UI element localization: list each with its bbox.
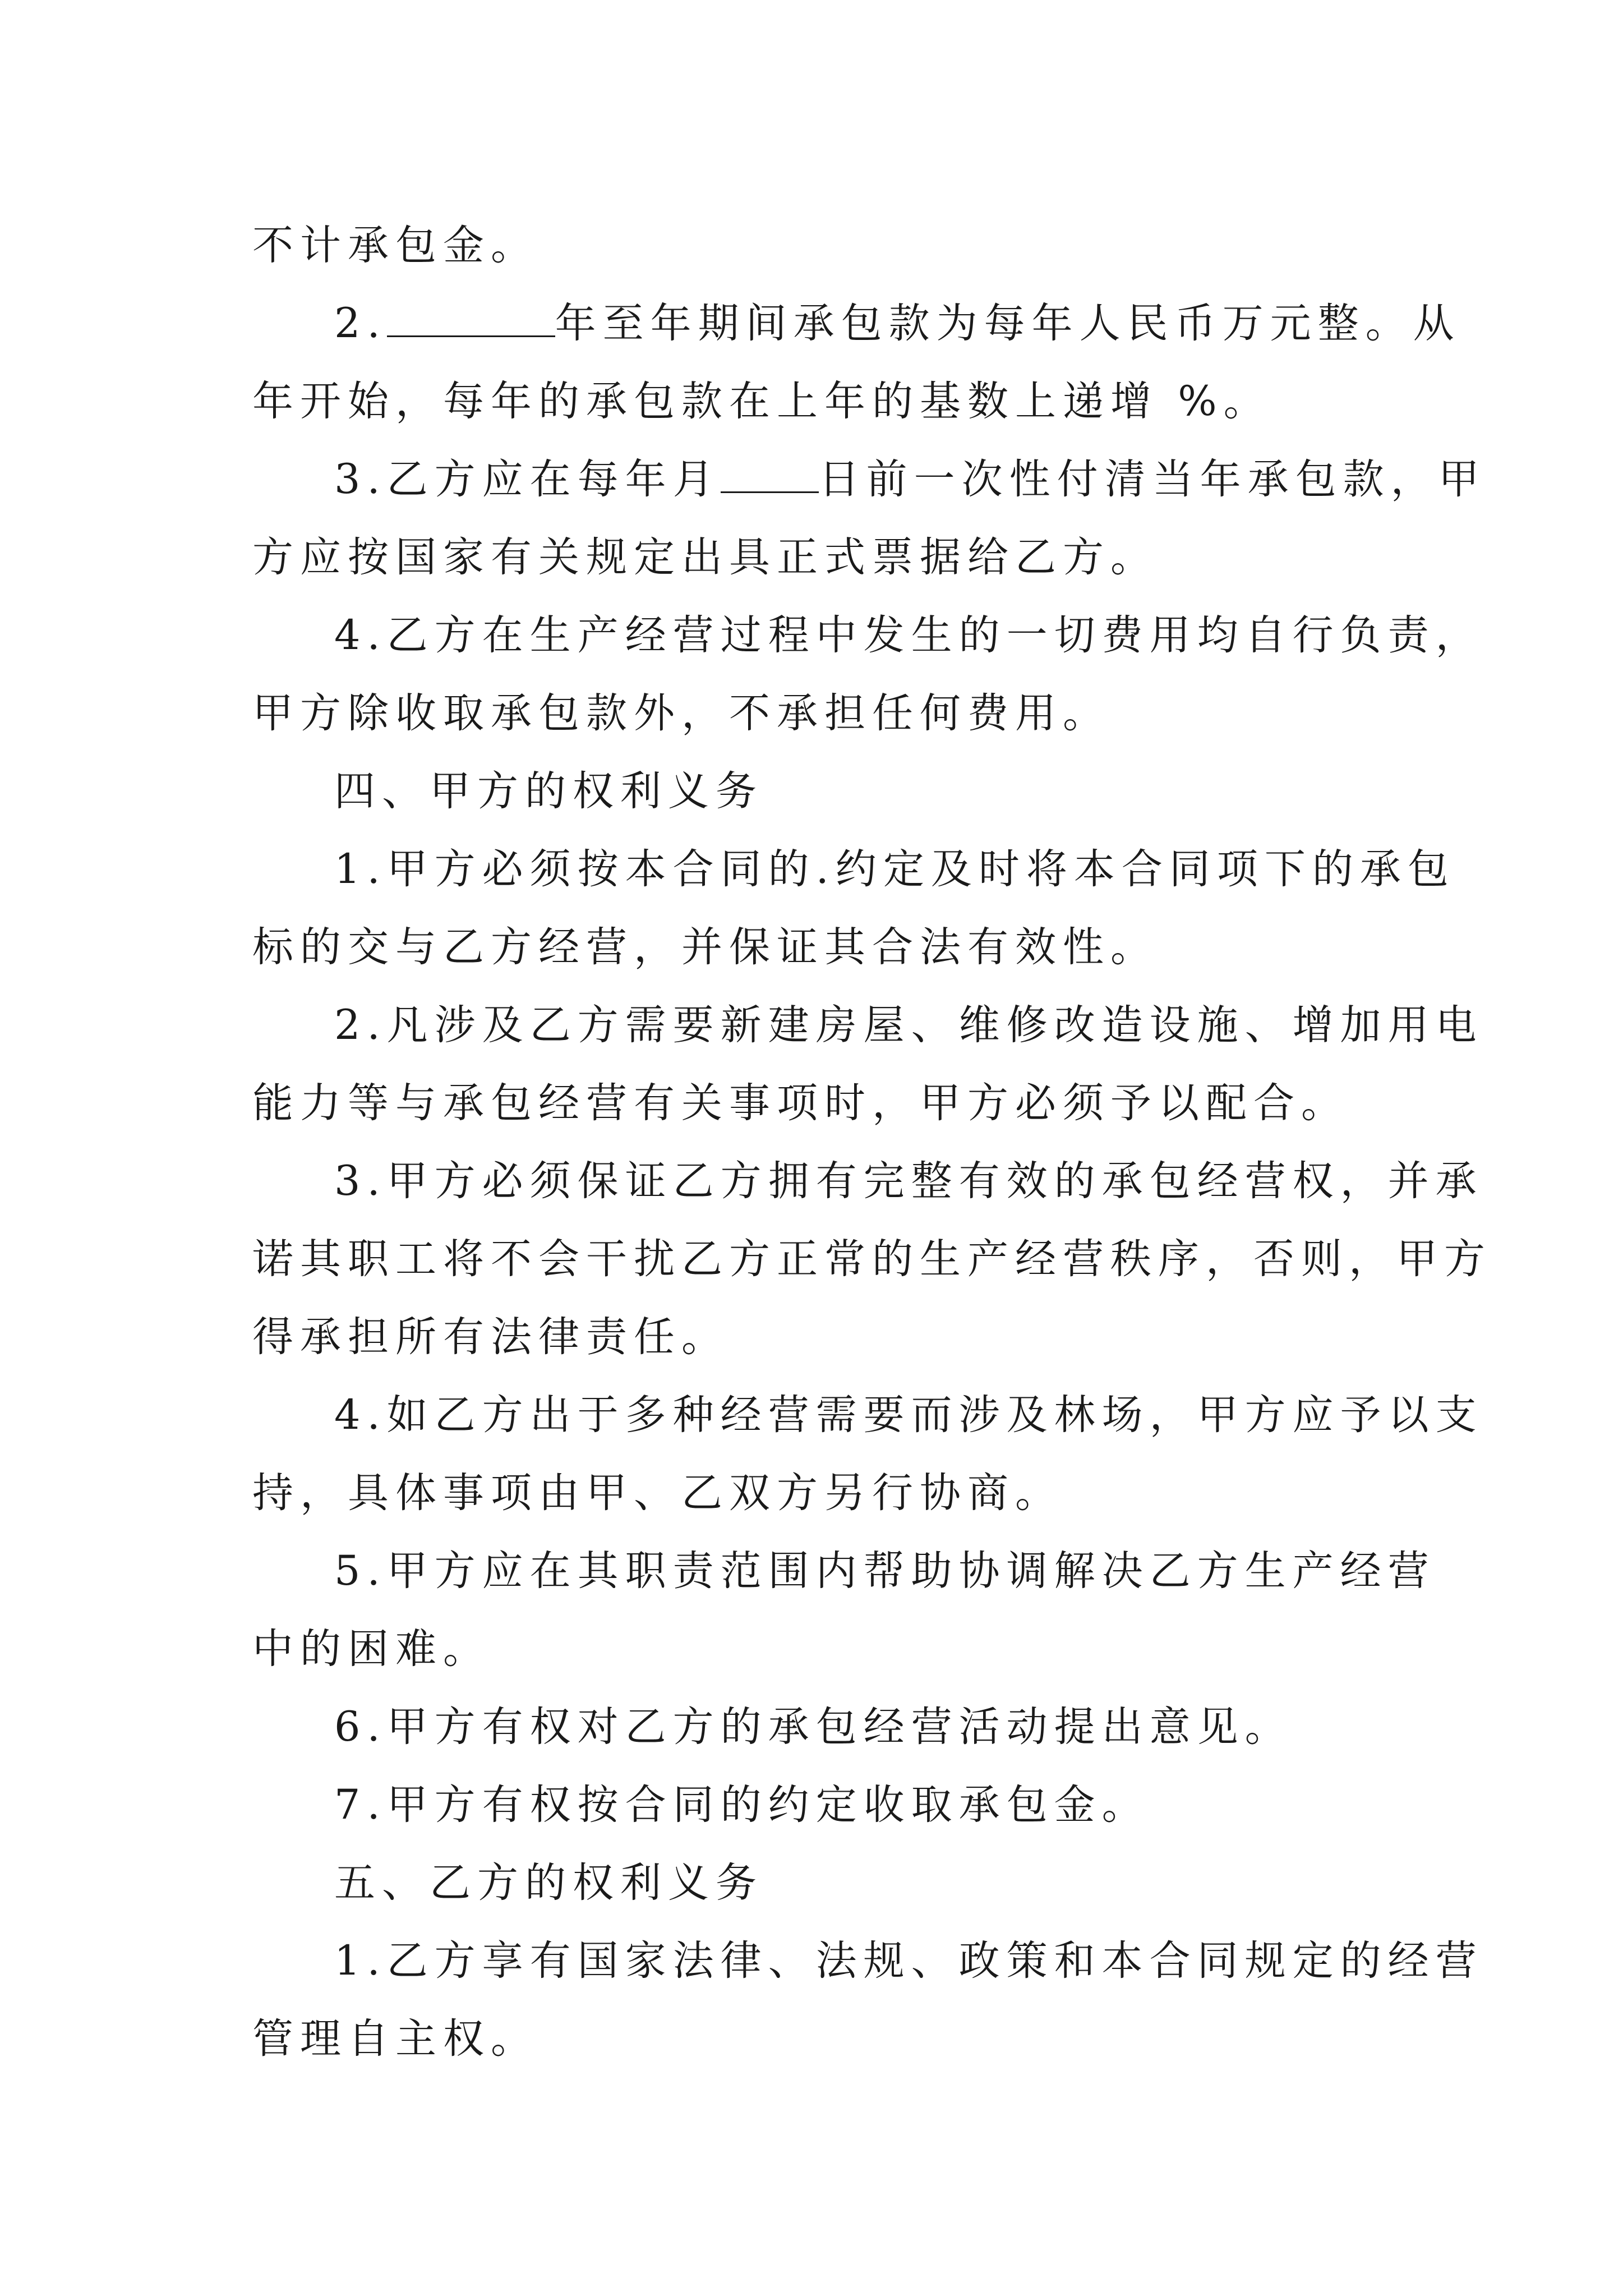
clause-4-6: 6.甲方有权对乙方的承包经营活动提出意见。 bbox=[334, 1703, 1293, 1751]
clause-4-1: 1.甲方必须按本合同的.约定及时将本合同项下的承包 bbox=[334, 845, 1455, 893]
text-line: 持，具体事项由甲、乙双方另行协商。 bbox=[252, 1469, 1063, 1517]
fill-in-blank bbox=[387, 302, 555, 337]
text-segment: 3.乙方应在每年月 bbox=[334, 455, 721, 503]
clause-4-3: 3.甲方必须保证乙方拥有完整有效的承包经营权，并承 bbox=[334, 1157, 1483, 1205]
text-line: 标的交与乙方经营，并保证其合法有效性。 bbox=[252, 923, 1158, 971]
text-line: 年开始，每年的承包款在上年的基数上递增 %。 bbox=[252, 378, 1271, 425]
clause-4-5: 5.甲方应在其职责范围内帮助协调解决乙方生产经营 bbox=[334, 1547, 1436, 1595]
text-segment: 日前一次性付清当年承包款，甲 bbox=[818, 455, 1486, 503]
clause-3-2 bbox=[252, 284, 1461, 362]
text-line: 管理自主权。 bbox=[252, 2015, 538, 2063]
clause-3-3 bbox=[252, 440, 1486, 518]
clause-4-7: 7.甲方有权按合同的约定收取承包金。 bbox=[334, 1781, 1150, 1829]
text-line: 得承担所有法律责任。 bbox=[252, 1313, 729, 1361]
text-segment: 2. bbox=[334, 300, 387, 347]
clause-3-4: 4.乙方在生产经营过程中发生的一切费用均自行负责， bbox=[334, 611, 1483, 659]
text-line: 中的困难。 bbox=[252, 1625, 491, 1673]
text-line: 甲方除收取承包款外，不承担任何费用。 bbox=[252, 689, 1110, 737]
clause-5-1: 1.乙方享有国家法律、法规、政策和本合同规定的经营 bbox=[334, 1937, 1483, 1985]
document-body bbox=[252, 206, 1492, 2078]
fill-in-blank bbox=[721, 458, 819, 493]
section-heading: 五、乙方的权利义务 bbox=[334, 1859, 763, 1907]
clause-4-2: 2.凡涉及乙方需要新建房屋、维修改造设施、增加用电 bbox=[334, 1001, 1483, 1049]
text-segment: 年至年期间承包款为每年人民币万元整。从 bbox=[555, 300, 1461, 347]
section-heading: 四、甲方的权利义务 bbox=[334, 767, 763, 815]
clause-4-4: 4.如乙方出于多种经营需要而涉及林场，甲方应予以支 bbox=[334, 1391, 1483, 1439]
text-line: 方应按国家有关规定出具正式票据给乙方。 bbox=[252, 533, 1158, 581]
text-line: 诺其职工将不会干扰乙方正常的生产经营秩序，否则，甲方 bbox=[252, 1235, 1492, 1283]
text-line: 不计承包金。 bbox=[252, 222, 538, 269]
text-line: 能力等与承包经营有关事项时，甲方必须予以配合。 bbox=[252, 1079, 1349, 1127]
